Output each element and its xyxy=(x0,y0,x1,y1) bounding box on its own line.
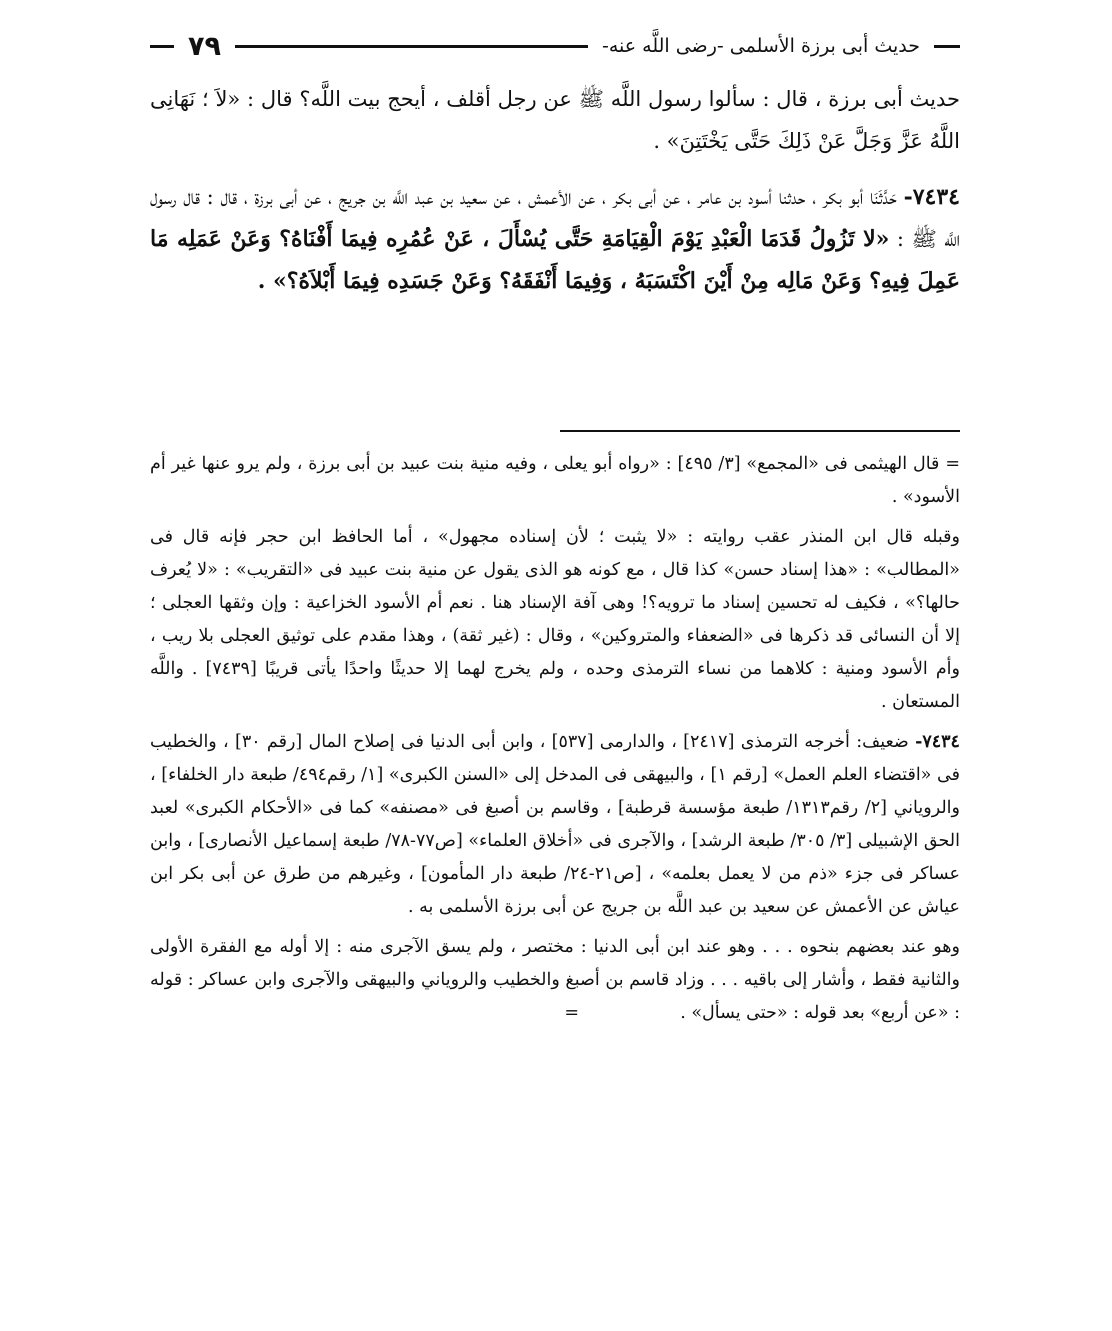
footnote-continuation xyxy=(150,448,960,514)
continuation-mark: = xyxy=(945,454,960,474)
header-dash xyxy=(150,45,174,48)
footnotes xyxy=(150,448,960,1037)
header-rule-end xyxy=(934,45,960,48)
continuation-mark: = xyxy=(564,1003,580,1023)
running-title: حديث أبى برزة الأسلمى -رضى اللَّه عنه- xyxy=(601,35,920,57)
hadith-number: ٧٤٣٤- xyxy=(903,184,960,210)
header-rule xyxy=(235,45,588,48)
footnote-paragraph xyxy=(150,931,960,1030)
hadith-chain: حَدَّثَنَا أبو بكر ، حدثنا أسود بن عامر ، عن أبى بكر ، عن الأعمش ، عن سعيد بن عبد اللَّه بن جريج ، عن أبى برزة ، قال : قال رسول اللَّه ﷺ : xyxy=(150,185,960,251)
main-text xyxy=(150,78,960,316)
page-number: ٧٩ xyxy=(188,30,221,62)
hadith-paragraph xyxy=(150,176,960,302)
footnote-text: قال الهيثمى فى «المجمع» [٣/ ٤٩٥] : «رواه أبو يعلى ، وفيه منية بنت عبيد بن أبى برزة ، ولم يرو عنها غير أم الأسود» . xyxy=(150,454,960,507)
intro-paragraph: حديث أبى برزة ، قال : سألوا رسول اللَّه ﷺ عن رجل أقلف ، أيحج بيت اللَّه؟ قال : «لاَ ؛ نَهَانِى اللَّهُ عَزَّ وَجَلَّ عَنْ ذَلِكَ حَتَّى يَخْتَتِنَ» . xyxy=(150,87,960,153)
footnote-ref-number: ٧٤٣٤- xyxy=(915,732,960,752)
hadith-text: «لا تَزُولُ قَدَمَا الْعَبْدِ يَوْمَ الْقِيَامَةِ حَتَّى يُسْأَلَ ، عَنْ عُمُرِه فِيمَا أَفْنَاهُ؟ وَعَنْ عَمَلِه مَا عَمِلَ فِيهِ؟ وَعَنْ مَالِه مِنْ أَيْنَ اكْتَسَبَهُ ، وَفِيمَا أَنْفَقَهُ؟ وَعَنْ جَسَدِه فِيمَا أَبْلاَهُ؟» . xyxy=(150,226,960,294)
footnote-text: ضعيف: أخرجه الترمذى [٢٤١٧] ، والدارمى [٥٣٧] ، وابن أبى الدنيا فى إصلاح المال [رقم ٣٠] ، والخطيب فى «اقتضاء العلم العمل» [رقم ١] ، والبيهقى فى المدخل إلى «السنن الكبرى» [١/ رقم٤٩٤/ طبعة دار الخلفاء] ، والروياني [٢/ رقم١٣١٣/ طبعة مؤسسة قرطبة] ، وقاسم بن أصبغ فى «مصنفه» كما فى «الأحكام الكبرى» لعبد الحق الإشبيلى [٣/ ٣٠٥/ طبعة الرشد] ، والآجرى فى «أخلاق العلماء» [ص٧٧-٧٨/ طبعة إسماعيل الأنصارى] ، وابن عساكر فى جزء «ذم من لا يعمل بعلمه» ، [ص٢١-٢٤/ طبعة دار المأمون] ، وغيرهم من طرق عن أبى بكر ابن عياش عن الأعمش عن سعيد بن عبد اللَّه بن جريج عن أبى برزة الأسلمى به . xyxy=(150,732,960,917)
page-header xyxy=(150,26,960,66)
footnote-text: وهو عند بعضهم بنحوه . . . وهو عند ابن أبى الدنيا : مختصر ، ولم يسق الآجرى منه : إلا أوله مع الفقرة الأولى والثانية فقط ، وأشار إلى باقيه . . . وزاد قاسم بن أصبغ والخطيب والروياني والبيهقى والآجرى وابن عساكر : قوله : «عن أربع» بعد قوله : «حتى يسأل» . xyxy=(150,937,960,1023)
footnote-paragraph: وقبله قال ابن المنذر عقب روايته : «لا يثبت ؛ لأن إسناده مجهول» ، أما الحافظ ابن حجر فإنه قال فى «المطالب» : «هذا إسناد حسن» كذا قال ، مع كونه هو الذى يقول عن منية بنت عبيد فى «التقريب» : «لا يُعرف حالها؟» ، فكيف له تحسين إسناد ما ترويه؟! وهى آفة الإسناد هنا . نعم أم الأسود الخزاعية : وإن وثقها العجلى ؛ إلا أن النسائى قد ذكرها فى «الضعفاء والمتروكين» ، وقال : (غير ثقة) ، وهذا مقدم على توثيق العجلى بلا ريب ، وأم الأسود ومنية : كلاهما من نساء الترمذى وحده ، ولم يخرج لهما إلا حديثًا واحدًا يأتى قريبًا [٧٤٣٩] . واللَّه المستعان . xyxy=(150,527,960,712)
footnote-takhrij xyxy=(150,726,960,924)
footnote-separator xyxy=(560,430,960,432)
